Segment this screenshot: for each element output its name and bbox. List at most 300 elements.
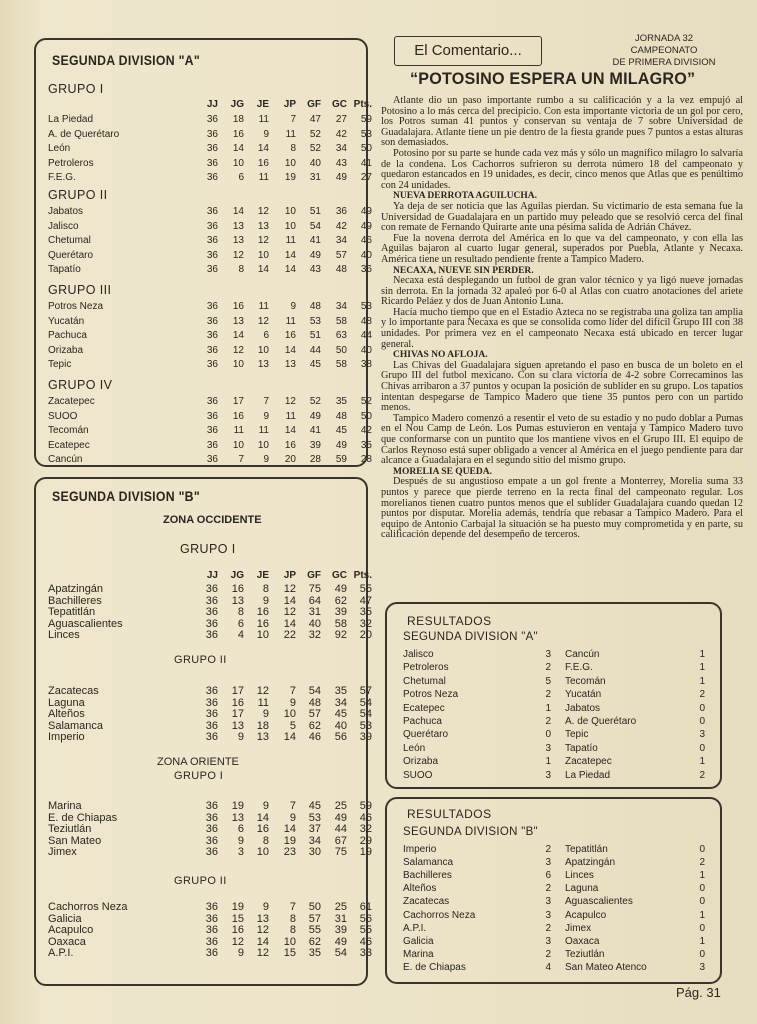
stat-cell: 16: [231, 696, 244, 709]
stat-cell: 36: [206, 344, 218, 356]
standings-division-a: [34, 38, 372, 467]
standings-row: [48, 901, 372, 913]
away-score: 1: [699, 870, 705, 882]
stat-cell: 41: [309, 235, 321, 247]
team-name: Tapatío: [48, 264, 81, 276]
result-row: [403, 769, 723, 782]
column-header-cell: GC: [332, 99, 347, 110]
results-b-title: RESULTADOS: [407, 807, 492, 821]
stat-cell: 47: [359, 594, 372, 607]
stat-cell: 31: [308, 606, 321, 619]
stat-cell: 14: [257, 143, 269, 155]
stat-cell: 34: [308, 834, 321, 847]
away-score: 3: [699, 961, 705, 973]
stat-cell: 54: [308, 685, 321, 697]
stat-cell: 51: [309, 330, 321, 342]
stat-cell: 48: [309, 301, 321, 312]
stat-cell: 36: [206, 425, 218, 437]
stat-cell: 55: [308, 924, 321, 937]
away-score: 3: [699, 729, 705, 741]
stat-cell: 14: [284, 425, 296, 437]
team-name: Jabatos: [48, 206, 84, 217]
column-header-cell: JG: [230, 570, 244, 581]
home-team: Bachilleres: [403, 870, 452, 882]
stat-cell: 61: [359, 901, 372, 913]
stat-cell: 12: [256, 947, 269, 960]
home-score: 2: [545, 922, 551, 934]
home-team: Imperio: [403, 844, 437, 855]
stat-cell: 7: [289, 685, 296, 697]
stat-cell: 49: [334, 935, 347, 948]
stat-cell: 16: [232, 410, 244, 422]
stat-cell: 36: [206, 454, 218, 466]
away-score: 0: [699, 702, 705, 714]
away-score: 0: [699, 844, 705, 855]
team-name: Tecomán: [48, 425, 89, 437]
stat-cell: 7: [238, 454, 244, 466]
stat-cell: 42: [335, 128, 347, 140]
away-score: 0: [699, 948, 705, 960]
stat-cell: 15: [283, 947, 296, 960]
stat-cell: 14: [256, 811, 269, 824]
stat-cell: 53: [360, 128, 372, 140]
stat-cell: 52: [309, 143, 321, 155]
stat-cell: 20: [284, 454, 296, 466]
stat-cell: 14: [284, 344, 296, 356]
away-team: La Piedad: [565, 769, 611, 781]
away-team: Tepatitlán: [565, 844, 608, 855]
team-name: Jalisco: [48, 220, 79, 232]
stat-cell: 14: [284, 264, 296, 276]
stat-cell: 36: [206, 206, 218, 217]
stat-cell: 58: [335, 315, 347, 327]
zone-west-label: ZONA OCCIDENTE: [163, 514, 262, 526]
stat-cell: 10: [256, 629, 269, 642]
team-name: Acapulco: [48, 924, 94, 937]
stat-cell: 8: [290, 143, 296, 155]
stat-cell: 36: [205, 846, 218, 859]
stat-cell: 9: [263, 410, 269, 422]
standings-row: [48, 846, 372, 859]
stat-cell: 6: [237, 617, 244, 630]
stat-cell: 49: [309, 410, 321, 422]
team-name: La Piedad: [48, 114, 94, 125]
stat-cell: 48: [335, 410, 347, 422]
stat-cell: 6: [237, 823, 244, 836]
stat-cell: 11: [233, 425, 244, 437]
stat-cell: 14: [256, 935, 269, 948]
stat-cell: 39: [334, 606, 347, 619]
home-score: 1: [545, 702, 551, 714]
stat-cell: 38: [360, 359, 372, 371]
stat-cell: 75: [334, 846, 347, 859]
stat-cell: 16: [232, 301, 244, 312]
stat-cell: 10: [283, 708, 296, 721]
article-body: [381, 96, 743, 601]
standings-row: [48, 708, 372, 721]
stat-cell: 44: [334, 823, 347, 836]
stat-cell: 57: [359, 685, 372, 697]
standings-row: [48, 811, 372, 824]
stat-cell: 52: [309, 128, 321, 140]
stat-cell: 64: [308, 594, 321, 607]
stat-cell: 9: [262, 708, 269, 721]
away-team: Acapulco: [565, 909, 607, 921]
group-heading: GRUPO II: [174, 654, 227, 666]
stat-cell: 8: [262, 583, 269, 595]
stat-cell: 12: [231, 935, 244, 948]
stat-cell: 36: [206, 249, 218, 261]
standings-row: [48, 234, 372, 248]
stat-cell: 46: [360, 235, 372, 247]
home-team: Potros Neza: [403, 689, 459, 701]
away-team: Apatzingán: [565, 857, 616, 869]
stat-cell: 10: [257, 249, 269, 261]
group-heading: GRUPO IV: [48, 378, 113, 392]
stat-cell: 11: [258, 172, 269, 184]
group-heading: GRUPO III: [48, 283, 112, 297]
stat-cell: 9: [263, 454, 269, 466]
article-subheading: MORELIA SE QUEDA.: [393, 466, 492, 477]
stat-cell: 13: [257, 220, 269, 232]
away-score: 0: [699, 922, 705, 934]
stat-cell: 36: [206, 410, 218, 422]
result-row: [403, 961, 723, 974]
stat-cell: 11: [258, 301, 269, 312]
stat-cell: 23: [283, 846, 296, 859]
away-score: 1: [699, 909, 705, 921]
column-header-cell: JP: [283, 570, 296, 581]
stat-cell: 34: [335, 235, 347, 247]
team-name: Marina: [48, 800, 82, 812]
stat-cell: 58: [334, 617, 347, 630]
stat-cell: 19: [231, 800, 244, 812]
result-row: [403, 728, 723, 741]
stat-cell: 36: [205, 912, 218, 925]
result-row: [403, 702, 723, 715]
stat-cell: 34: [335, 301, 347, 312]
stat-cell: 12: [232, 249, 244, 261]
stat-cell: 36: [206, 315, 218, 327]
stat-cell: 62: [308, 719, 321, 732]
stat-cell: 75: [308, 583, 321, 595]
stat-cell: 58: [335, 359, 347, 371]
away-score: 2: [699, 769, 705, 781]
stat-cell: 63: [335, 330, 347, 342]
away-team: Yucatán: [565, 689, 602, 701]
stat-cell: 40: [308, 617, 321, 630]
home-score: 2: [545, 883, 551, 895]
home-team: Petroleros: [403, 662, 449, 674]
standings-row: [48, 410, 372, 424]
home-team: E. de Chiapas: [403, 961, 466, 973]
standings-row: [48, 344, 372, 358]
article-paragraph: Fue la novena derrota del América en lo que va del campeonato, y con ella las Aguilas bajaron al cuarto lugar general, superados por Puebla, Atlante y Necaxa. América tiene un resultado pendiente frente a Tampico Madero.: [381, 232, 743, 265]
result-row: [403, 688, 723, 701]
column-header-cell: GF: [307, 99, 321, 110]
zone-east-label: ZONA ORIENTE: [157, 756, 239, 768]
stat-cell: 57: [308, 912, 321, 925]
result-row: [403, 742, 723, 755]
team-name: Petroleros: [48, 157, 94, 169]
stat-cell: 16: [232, 128, 244, 140]
stat-cell: 56: [334, 731, 347, 744]
stat-cell: 19: [231, 901, 244, 913]
away-score: 0: [699, 883, 705, 895]
home-score: 3: [545, 896, 551, 908]
away-team: Tecomán: [565, 675, 606, 687]
stat-cell: 48: [335, 264, 347, 276]
stat-cell: 36: [205, 685, 218, 697]
away-score: 2: [699, 857, 705, 869]
campeonato-label: CAMPEONATO: [630, 45, 698, 56]
result-row: [403, 948, 723, 961]
article-subheading: CHIVAS NO AFLOJA.: [393, 350, 488, 361]
standings-row: [48, 205, 372, 219]
stat-cell: 20: [359, 629, 372, 642]
stat-cell: 32: [359, 823, 372, 836]
stat-cell: 13: [232, 235, 244, 247]
stat-cell: 11: [285, 410, 296, 422]
stat-cell: 17: [232, 396, 244, 407]
standings-row: [48, 617, 372, 630]
stat-cell: 36: [206, 264, 218, 276]
stat-cell: 9: [290, 301, 296, 312]
stat-cell: 36: [206, 114, 218, 125]
stat-cell: 59: [359, 800, 372, 812]
stat-cell: 67: [334, 834, 347, 847]
stat-cell: 5: [289, 719, 296, 732]
result-row: [403, 715, 723, 728]
standings-row: [48, 142, 372, 156]
stat-cell: 36: [205, 800, 218, 812]
stat-cell: 6: [263, 330, 269, 342]
stat-cell: 36: [205, 947, 218, 960]
stat-cell: 14: [283, 617, 296, 630]
team-name: Tepic: [48, 359, 72, 371]
stat-cell: 36: [206, 220, 218, 232]
stat-cell: 12: [256, 685, 269, 697]
home-team: Alteños: [403, 883, 437, 895]
results-division-a: [385, 602, 722, 789]
article-paragraph: Ya deja de ser noticia que las Aguilas pierdan. Su victimario de esta semana fue la Universidad de Guadalajara en un partido muy peleado que se resolvió cerca del final con remate de Fernando Quirarte ante una pésima salida de Adrián Chávez.: [381, 200, 743, 234]
stat-cell: 49: [334, 583, 347, 595]
away-score: 1: [699, 935, 705, 947]
stat-cell: 28: [309, 454, 321, 466]
stat-cell: 36: [205, 823, 218, 836]
article-subheading: NECAXA, NUEVE SIN PERDER.: [393, 265, 534, 276]
stat-cell: 42: [335, 220, 347, 232]
division-label: DE PRIMERA DIVISION: [612, 57, 716, 68]
standings-row: [48, 594, 372, 607]
standings-row: [48, 719, 372, 732]
stat-cell: 14: [283, 731, 296, 744]
team-name: E. de Chiapas: [48, 811, 118, 824]
stat-cell: 50: [335, 344, 347, 356]
result-row: [403, 869, 723, 882]
home-team: Jalisco: [403, 649, 434, 660]
stat-cell: 9: [289, 696, 296, 709]
home-team: Galicia: [403, 935, 434, 947]
home-team: Cachorros Neza: [403, 909, 476, 921]
stat-cell: 18: [232, 114, 244, 125]
standings-row: [48, 315, 372, 329]
stat-cell: 41: [360, 157, 372, 169]
article-paragraph: Necaxa está desplegando un futbol de gran valor técnico y ya ligó nueve jornadas sin derrota. En la jornada 32 apaleó por 6-0 al Atlas con cuatro anotaciones del ariete Ricardo Peláez y dos de Juan Antonio Luna.: [381, 275, 743, 308]
team-name: Zacatecas: [48, 685, 99, 697]
stat-cell: 59: [360, 114, 372, 125]
team-name: Oaxaca: [48, 935, 86, 948]
standings-row: [48, 606, 372, 619]
standings-row: [48, 439, 372, 453]
stat-cell: 9: [262, 594, 269, 607]
stat-cell: 50: [308, 901, 321, 913]
stat-cell: 19: [284, 172, 296, 184]
stat-cell: 18: [256, 719, 269, 732]
stat-cell: 8: [238, 264, 244, 276]
standings-row: [48, 800, 372, 812]
away-team: Tapatío: [565, 742, 598, 754]
team-name: Laguna: [48, 696, 85, 709]
stat-cell: 44: [309, 344, 321, 356]
home-team: Chetumal: [403, 675, 446, 687]
stat-cell: 48: [360, 315, 372, 327]
results-a-title: RESULTADOS: [407, 614, 492, 628]
stat-cell: 34: [334, 696, 347, 709]
stat-cell: 45: [335, 425, 347, 437]
stat-cell: 12: [257, 235, 269, 247]
home-score: 6: [545, 870, 551, 882]
group-heading: GRUPO II: [174, 875, 227, 887]
stat-cell: 36: [206, 330, 218, 342]
stat-cell: 10: [232, 157, 244, 169]
stat-cell: 49: [334, 811, 347, 824]
stat-cell: 36: [205, 901, 218, 913]
result-row: [403, 882, 723, 895]
results-b-subtitle: SEGUNDA DIVISION "B": [403, 826, 538, 838]
stat-cell: 13: [257, 359, 269, 371]
standings-row: [48, 358, 372, 372]
team-name: Querétaro: [48, 249, 94, 261]
page-number: Pág. 31: [676, 985, 721, 1000]
stat-cell: 36: [205, 731, 218, 744]
away-team: A. de Querétaro: [565, 716, 637, 727]
stat-cell: 36: [205, 606, 218, 619]
stat-cell: 15: [231, 912, 244, 925]
away-team: Aguascalientes: [565, 896, 633, 908]
home-score: 2: [545, 716, 551, 727]
column-header-cell: JJ: [206, 99, 218, 110]
stat-cell: 48: [308, 696, 321, 709]
home-score: 1: [545, 756, 551, 768]
standings-row: [48, 220, 372, 234]
stat-cell: 29: [359, 834, 372, 847]
away-team: Linces: [565, 870, 594, 882]
home-team: Pachuca: [403, 716, 442, 727]
stat-cell: 9: [262, 901, 269, 913]
stat-cell: 45: [309, 359, 321, 371]
stat-cell: 50: [360, 143, 372, 155]
stat-cell: 52: [360, 396, 372, 407]
column-header-cell: JP: [283, 99, 296, 110]
stat-cell: 25: [334, 800, 347, 812]
team-name: Zacatepec: [48, 396, 95, 407]
team-name: F.E.G.: [48, 172, 76, 184]
stat-cell: 9: [237, 731, 244, 744]
stat-cell: 10: [284, 220, 296, 232]
stat-cell: 19: [359, 846, 372, 859]
stat-cell: 13: [232, 220, 244, 232]
stat-cell: 54: [309, 220, 321, 232]
stat-cell: 45: [308, 800, 321, 812]
standings-row: [48, 935, 372, 948]
stat-cell: 40: [360, 249, 372, 261]
team-name: Orizaba: [48, 344, 84, 356]
stat-cell: 27: [335, 114, 347, 125]
team-name: Tepatitlán: [48, 606, 96, 619]
stat-cell: 7: [290, 114, 296, 125]
team-name: San Mateo: [48, 834, 102, 847]
stat-cell: 11: [285, 235, 296, 247]
stat-cell: 36: [205, 708, 218, 721]
stat-cell: 33: [359, 947, 372, 960]
stat-cell: 36: [205, 811, 218, 824]
stat-cell: 35: [335, 396, 347, 407]
article-paragraph: Atlante dio un paso importante rumbo a su calificación y a la vez empujó al Potosino a lo más cerca del precipicio. Con esta importante victoria de un gol por cero, los Potros suman 41 puntos y conservan su ventaja de 7 sobre Universidad de Guadalajara. Atlante tiene un pie dentro de la fiesta grande pues 7 puntos a estas alturas son demasiados.: [381, 96, 743, 149]
team-name: Salamanca: [48, 719, 104, 732]
article-paragraph: Hacía mucho tiempo que en el Estadio Azteca no se registraba una goliza tan amplia y lo importante para Necaxa es que se consolida como líder del difícil Grupo III con 38 unidades. Por primera vez en el campeonato Necaxa está ubicado en tercer lugar general.: [381, 306, 743, 350]
home-team: SUOO: [403, 769, 433, 781]
home-team: Ecatepec: [403, 702, 445, 714]
stat-cell: 36: [205, 617, 218, 630]
stat-cell: 11: [258, 114, 269, 125]
stat-cell: 36: [206, 143, 218, 155]
stat-cell: 36: [206, 157, 218, 169]
stat-cell: 36: [206, 172, 218, 184]
stat-cell: 52: [309, 396, 321, 407]
stat-cell: 32: [308, 629, 321, 642]
team-name: SUOO: [48, 410, 78, 422]
stat-cell: 22: [283, 629, 296, 642]
stat-cell: 43: [309, 264, 321, 276]
column-header: [48, 569, 372, 583]
stat-cell: 12: [232, 344, 244, 356]
stat-cell: 14: [283, 823, 296, 836]
stat-cell: 27: [360, 172, 372, 184]
stat-cell: 36: [335, 206, 347, 217]
group-heading: GRUPO II: [48, 188, 108, 202]
standings-row: [48, 171, 372, 185]
stat-cell: 54: [334, 947, 347, 960]
stat-cell: 10: [283, 935, 296, 948]
stat-cell: 35: [334, 685, 347, 697]
team-name: Cancún: [48, 454, 83, 466]
stat-cell: 10: [232, 359, 244, 371]
standings-row: [48, 128, 372, 142]
stat-cell: 7: [289, 901, 296, 913]
away-team: Oaxaca: [565, 935, 600, 947]
stat-cell: 36: [206, 301, 218, 312]
stat-cell: 62: [308, 935, 321, 948]
stat-cell: 40: [360, 344, 372, 356]
stat-cell: 49: [309, 249, 321, 261]
column-header-cell: GC: [332, 570, 347, 581]
stat-cell: 46: [359, 935, 372, 948]
away-team: Jabatos: [565, 702, 601, 714]
standings-row: [48, 731, 372, 744]
stat-cell: 30: [308, 846, 321, 859]
standings-row: [48, 249, 372, 263]
